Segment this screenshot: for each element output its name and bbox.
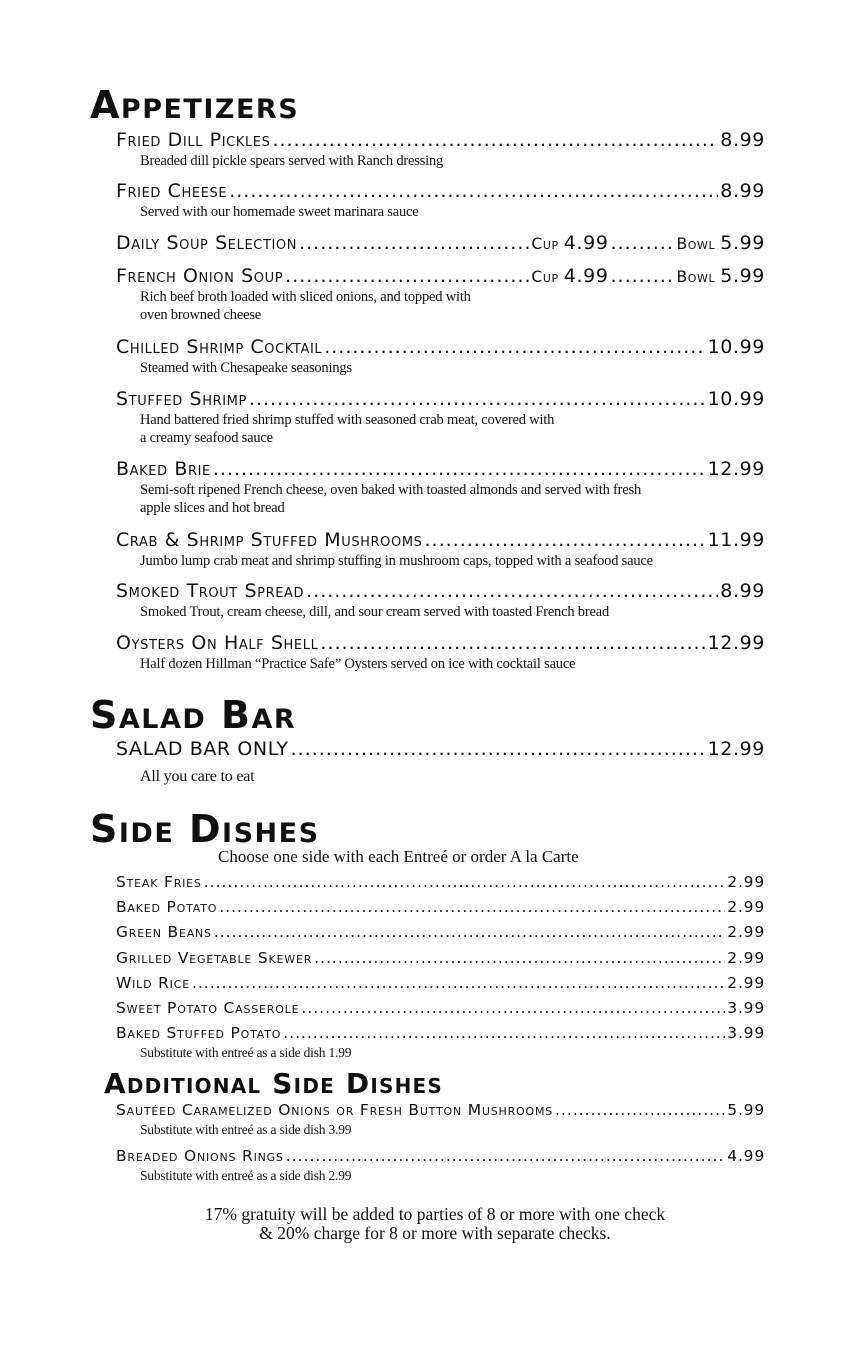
item-description: All you care to eat (140, 768, 255, 785)
dot-leader (219, 900, 725, 916)
cup-label: Cup (531, 268, 559, 286)
item-name: Stuffed Shrimp (116, 388, 247, 410)
cup-price: 4.99 (563, 265, 609, 287)
item-price: 2.99 (727, 923, 765, 941)
menu-item (116, 925, 765, 941)
dot-leader (283, 1026, 725, 1042)
item-description: Half dozen Hillman “Practice Safe” Oysters served on ice with cocktail sauce (140, 656, 576, 672)
item-description: Smoked Trout, cream cheese, dill, and sour cream served with toasted French bread (140, 604, 610, 620)
gratuity-line-1: 17% gratuity will be added to parties of 8 or more with one check (204, 1204, 666, 1224)
item-price: 10.99 (707, 336, 765, 358)
item-description: Rich beef broth loaded with sliced onions, and topped with (140, 289, 471, 305)
dot-leader (291, 740, 706, 759)
menu-item (116, 1149, 765, 1185)
menu-item (116, 900, 765, 916)
substitute-note: Substitute with entreé as a side dish 2.99 (140, 1167, 352, 1183)
dot-leader (611, 267, 675, 286)
item-description: a creamy seafood sauce (140, 430, 273, 446)
menu-item (116, 267, 765, 324)
dot-leader (272, 131, 718, 150)
item-price: 2.99 (727, 974, 765, 992)
menu-item (116, 390, 765, 447)
item-price: 12.99 (707, 458, 765, 480)
dot-leader (306, 582, 718, 601)
item-price: 2.99 (727, 949, 765, 967)
dot-leader (301, 1001, 725, 1017)
appetizers-heading: Appetizers (90, 83, 300, 127)
substitute-note: Substitute with entreé as a side dish 3.99 (140, 1121, 352, 1137)
cup-price: 4.99 (563, 232, 609, 254)
item-price: 3.99 (727, 999, 765, 1017)
item-description: Steamed with Chesapeake seasonings (140, 360, 352, 376)
side-dishes-intro: Choose one side with each Entreé or order A la Carte (218, 847, 579, 866)
additional-side-dishes-heading: Additional Side Dishes (104, 1067, 444, 1100)
menu-item (116, 951, 765, 967)
item-price: 10.99 (707, 388, 765, 410)
item-name: Crab & Shrimp Stuffed Mushrooms (116, 529, 423, 551)
item-description: oven browned cheese (140, 307, 262, 323)
gratuity-note (0, 1205, 850, 1243)
item-description: Served with our homemade sweet marinara sauce (140, 204, 419, 220)
item-price: 4.99 (727, 1147, 765, 1165)
dot-leader (320, 634, 705, 653)
menu-item (116, 460, 765, 517)
item-price: 8.99 (720, 180, 765, 202)
item-price: 8.99 (720, 129, 765, 151)
dot-leader (286, 1149, 725, 1165)
cup-label: Cup (531, 235, 559, 253)
substitute-note: Substitute with entreé as a side dish 1.99 (140, 1044, 352, 1060)
item-name: Sautéed Caramelized Onions or Fresh Button Mushrooms (116, 1101, 554, 1119)
item-name: SALAD BAR ONLY (116, 738, 289, 760)
dot-leader (214, 925, 725, 941)
item-name: French Onion Soup (116, 265, 284, 287)
menu-item (116, 531, 765, 570)
item-description: Jumbo lump crab meat and shrimp stuffing in mushroom caps, topped with a seafood sauce (140, 553, 653, 569)
menu-item (116, 875, 765, 891)
dot-leader (192, 976, 725, 992)
item-description: Semi-soft ripened French cheese, oven baked with toasted almonds and served with fresh (140, 482, 642, 498)
dot-leader (324, 338, 705, 357)
gratuity-line-2: & 20% charge for 8 or more with separate checks. (259, 1223, 611, 1243)
menu-item (116, 582, 765, 621)
menu-item (116, 634, 765, 673)
bowl-price: 5.99 (720, 265, 765, 287)
dot-leader (611, 234, 675, 253)
item-name: Chilled Shrimp Cocktail (116, 336, 323, 358)
menu-item (116, 338, 765, 377)
item-price: 3.99 (727, 1024, 765, 1042)
bowl-price: 5.99 (720, 232, 765, 254)
dot-leader (555, 1103, 725, 1119)
menu-item (116, 1001, 765, 1017)
item-name: Wild Rice (116, 974, 190, 992)
item-name: Oysters On Half Shell (116, 632, 319, 654)
salad-bar-heading: Salad Bar (90, 693, 297, 737)
dot-leader (249, 390, 706, 409)
menu-item (116, 740, 765, 787)
menu-item (116, 976, 765, 992)
item-name: Fried Cheese (116, 180, 228, 202)
item-name: Grilled Vegetable Skewer (116, 949, 313, 967)
bowl-label: Bowl (676, 235, 716, 253)
item-name: Breaded Onions Rings (116, 1147, 284, 1165)
item-name: Green Beans (116, 923, 212, 941)
item-description: apple slices and hot bread (140, 500, 285, 516)
item-price: 12.99 (707, 738, 765, 760)
item-price: 11.99 (707, 529, 765, 551)
dot-leader (314, 951, 725, 967)
item-price: 8.99 (720, 580, 765, 602)
item-name: Baked Brie (116, 458, 211, 480)
item-name: Baked Stuffed Potato (116, 1024, 282, 1042)
menu-item (116, 1103, 765, 1139)
dot-leader (299, 234, 529, 253)
dot-leader (285, 267, 529, 286)
side-dishes-heading: Side Dishes (90, 807, 320, 851)
item-name: Daily Soup Selection (116, 232, 298, 254)
item-description: Hand battered fried shrimp stuffed with seasoned crab meat, covered with (140, 412, 555, 428)
menu-item (116, 131, 765, 170)
item-name: Steak Fries (116, 873, 202, 891)
item-name: Sweet Potato Casserole (116, 999, 300, 1017)
item-price: 5.99 (727, 1101, 765, 1119)
menu-item (116, 1026, 765, 1062)
dot-leader (229, 182, 718, 201)
bowl-label: Bowl (676, 268, 716, 286)
dot-leader (213, 460, 706, 479)
item-price: 2.99 (727, 898, 765, 916)
item-price: 2.99 (727, 873, 765, 891)
dot-leader (204, 875, 726, 891)
item-name: Baked Potato (116, 898, 218, 916)
item-name: Smoked Trout Spread (116, 580, 305, 602)
item-name: Fried Dill Pickles (116, 129, 271, 151)
menu-item (116, 234, 765, 253)
menu-item (116, 182, 765, 221)
dot-leader (425, 531, 706, 550)
item-description: Breaded dill pickle spears served with Ranch dressing (140, 153, 444, 169)
item-price: 12.99 (707, 632, 765, 654)
